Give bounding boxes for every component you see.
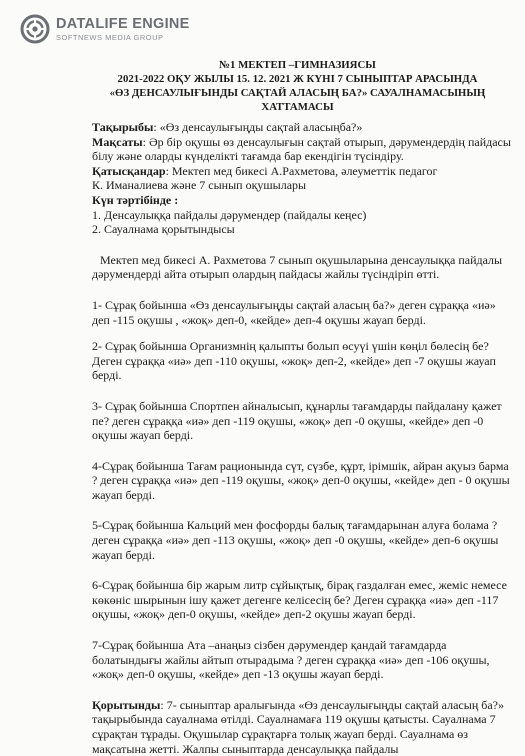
topic-label: Тақырыбы (92, 120, 154, 134)
question-5: 5-Сұрақ бойынша Кальций мен фосфорды балық тағамдарынан алуға болама ? деген сұраққа «иә» деп -113 оқушы, «жоқ» деп -0 оқушы, «кейде» деп-6 оқушы жауап берді. (92, 518, 499, 562)
participants-line-2: К. Иманалиева және 7 сынып оқушылары (92, 178, 307, 193)
intro-paragraph: Мектеп мед бикесі А. Рахметова 7 сынып оқушыларына денсаулыққа пайдалы дәрумендерді айта отырып олардың пайдасы жайлы түсіндіріп өтті. (92, 252, 503, 282)
logo-tagline: SOFTNEWS MEDIA GROUP (56, 32, 164, 42)
topic-line (92, 120, 513, 135)
topic-text: : «Өз денсаулығыңды сақтай аласыңба?» (153, 120, 363, 134)
question-3: 3- Сұрақ бойынша Спортпен айналысып, құнарлы тағамдарды пайдалану қажет пе? деген сұраққа «иә» деп -119 оқушы, «жоқ» деп -0 оқушы, «кейде» деп -0 оқушы жауап берді. (92, 398, 502, 443)
datalife-logo (20, 14, 190, 44)
logo-name: DATALIFE ENGINE (56, 16, 190, 32)
document-body (92, 120, 513, 756)
conclusion-label: Қорытынды (92, 697, 161, 712)
aim-paragraph (92, 135, 513, 164)
heading-date: 2021-2022 ОҚУ ЖЫЛЫ 15. 12. 2021 Ж КҮНІ 7 СЫНЫПТАР АРАСЫНДА (117, 73, 478, 85)
question-7: 7-Сұрақ бойынша Ата –анаңыз сізбен дәрумендер қандай тағамдарда болатындығы жайлы айтып отырадыма ? деген сұраққа «иә» деп -106 оқушы, «жоқ» деп-0 оқушы, «кейде» деп -13 оқушы жауап берді. (92, 638, 490, 682)
agenda-item: 2. Сауалнама қорытындысы (92, 222, 235, 237)
agenda-label: Күн тәртібінде : (92, 192, 179, 207)
heading-school: №1 МЕКТЕП –ГИМНАЗИЯСЫ (219, 59, 376, 71)
document-heading (100, 58, 495, 114)
conclusion-text: : 7- сыныптар аралығында «Өз денсаулығыңды сақтай аласың ба?» тақырыбында сауалнама өтілді. Сауалнамаға 119 оқушы қатысты. Сауалнама 7 сұрақтан тұрады. Оқушылар сұрақтарға толық жауап берді. Сауалнама өз мақсатына жетті. Жалпы сыныптарда денсаулыққа пайдалы (92, 697, 504, 756)
aim-text: : Әр бір оқушы өз денсаулығын сақтай отырып, дәрумендердің пайдасы білу және оларды күнделікті тағамда бар екендігін түсіндіру. (92, 134, 511, 164)
question-2: 2- Сұрақ бойынша Организмнің қалыпты болып өсуүі үшін көңіл бөлесің бе? Деген сұраққа «иә» деп -110 оқушы, «жоқ» деп-2, «кейде» деп -7 оқушы жауап берді. (92, 339, 496, 383)
heading-survey: «ӨЗ ДЕНСАУЛЫҒЫНДЫ САҚТАЙ АЛАСЫҢ БА?» САУАЛНАМАСЫНЫҢ (109, 87, 486, 99)
participants-label: Қатысқандар (92, 163, 166, 178)
conclusion-paragraph (92, 698, 513, 756)
participants-text: : Мектеп мед бикесі А.Рахметова, әлеуметтік педагог (165, 163, 438, 178)
question-4: 4-Сұрақ бойынша Тағам рационында сүт, сүзбе, құрт, ірімшік, айран ақуыз барма ? деген сұраққа «иә» деп -119 оқушы, «жоқ» деп-0 оқушы, «кейде» деп - 0 оқушы жауап берді. (92, 458, 510, 502)
participants-line (92, 164, 513, 179)
question-6: 6-Сұрақ бойынша бір жарым литр сұйықтық, бірақ газдалған емес, жеміс немесе көкөніс шырынын ішу қажет дегенге келісесің бе? Деген сұраққа «иә» деп -117 оқушы, «жоқ» деп-0 оқушы, «кейде» деп-2 оқушы жауап берді. (92, 578, 507, 622)
datalife-emblem-icon (20, 14, 50, 44)
heading-minutes: ХАТТАМАСЫ (261, 101, 334, 113)
agenda-item: 1. Денсаулыққа пайдалы дәрумендер (пайдалы кеңес) (92, 207, 367, 222)
aim-label: Мақсаты (92, 134, 143, 149)
question-1: 1- Сұрақ бойынша «Өз денсаулығыңды сақтай аласың ба?» деген сұраққа «иә» деп -115 оқушы , «жоқ» деп-0, «кейде» деп-4 оқушы жауап берді. (92, 297, 496, 327)
